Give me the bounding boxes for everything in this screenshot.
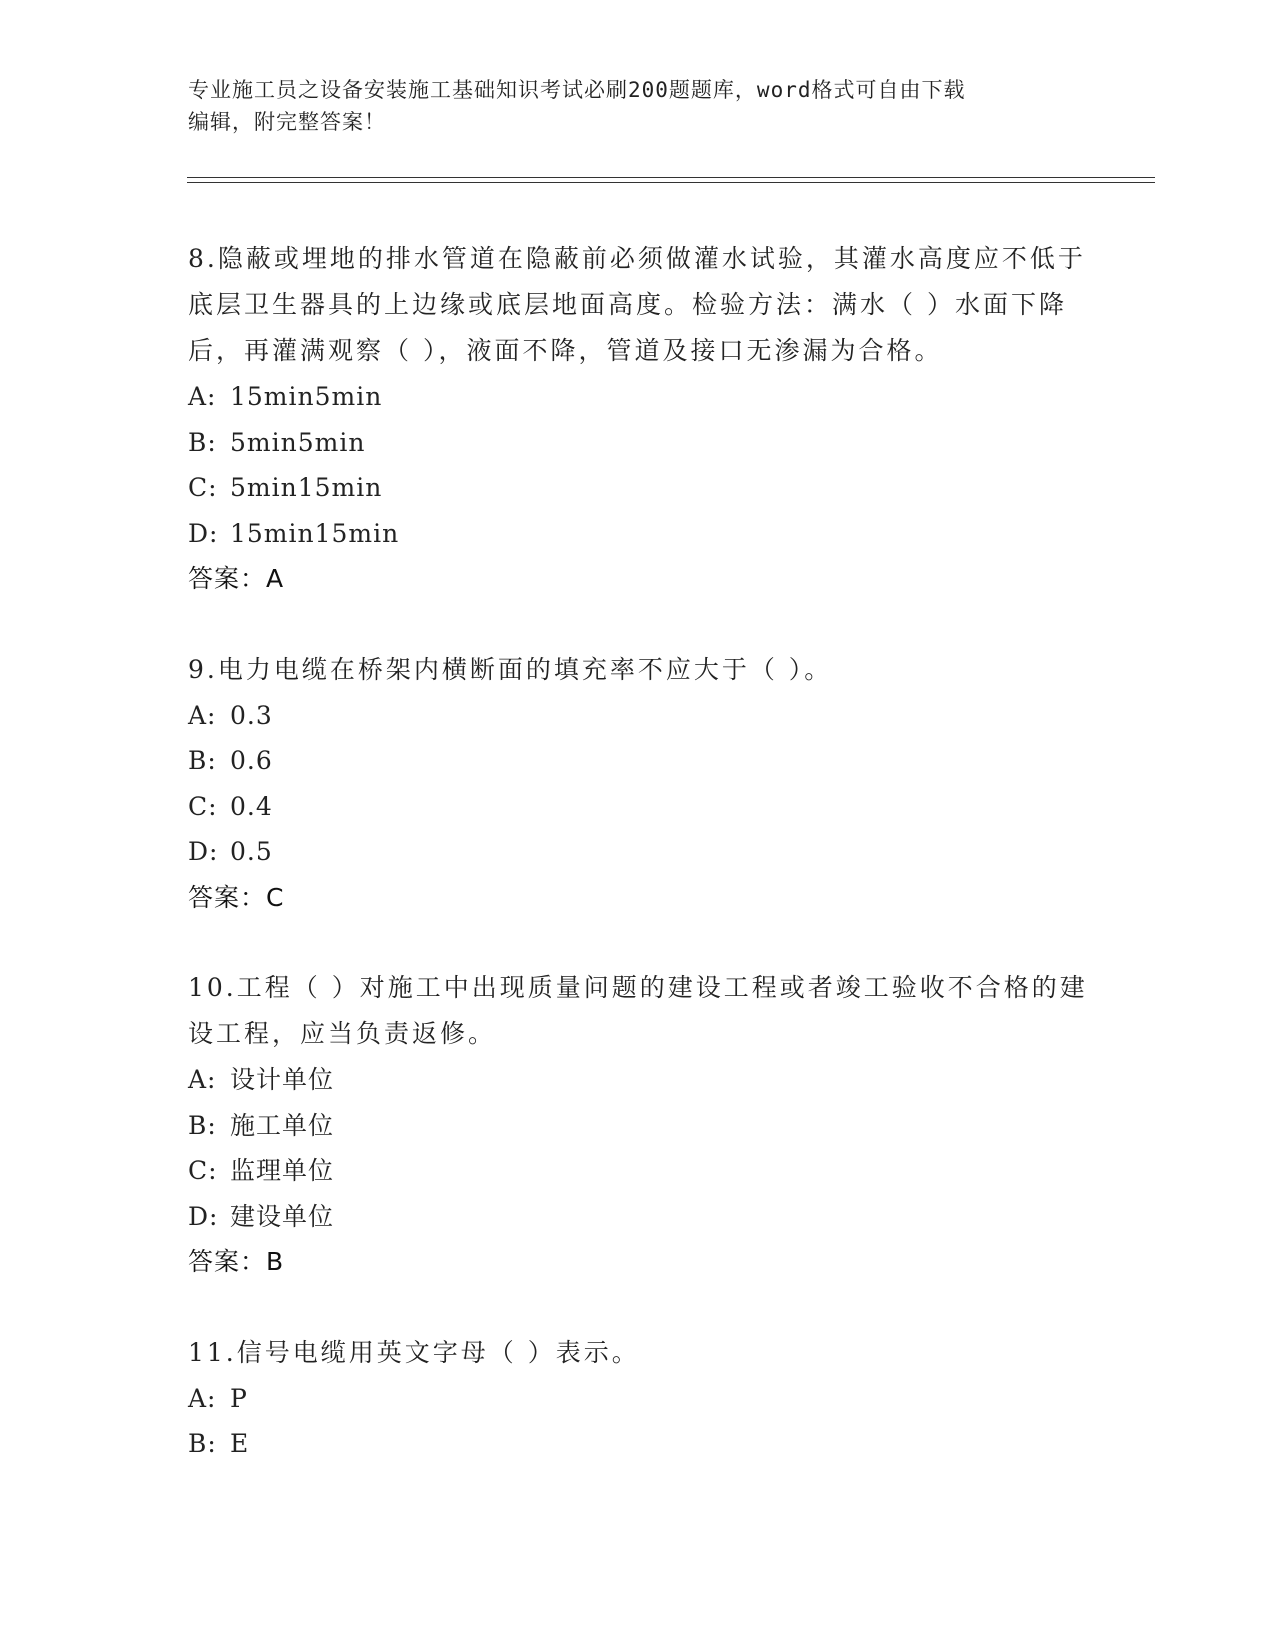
option-letter: D: bbox=[188, 518, 219, 548]
option-text: 监理单位 bbox=[230, 1156, 335, 1185]
option-letter: B: bbox=[188, 1110, 217, 1140]
option-d bbox=[188, 511, 1088, 557]
question-stem: 10.工程（ ）对施工中出现质量问题的建设工程或者竣工验收不合格的建设工程，应当负责返修。 bbox=[188, 973, 1088, 1048]
header-line-1: 专业施工员之设备安装施工基础知识考试必刷200题题库，word格式可自由下载 bbox=[188, 78, 966, 102]
option-text: 15min5min bbox=[230, 382, 383, 411]
header-rule-bottom bbox=[187, 182, 1155, 183]
option-text: 5min15min bbox=[230, 473, 383, 502]
option-letter: A: bbox=[188, 1065, 217, 1094]
question-10 bbox=[188, 965, 1088, 1285]
option-text: 0.4 bbox=[230, 791, 273, 821]
option-letter: A: bbox=[188, 382, 217, 411]
option-text: P bbox=[230, 1383, 248, 1413]
option-d bbox=[188, 1194, 1088, 1240]
option-c bbox=[188, 1148, 1088, 1194]
question-stem: 9.电力电缆在桥架内横断面的填充率不应大于（ ）。 bbox=[188, 654, 833, 684]
question-stem: 8.隐蔽或埋地的排水管道在隐蔽前必须做灌水试验，其灌水高度应不低于底层卫生器具的上边缘或底层地面高度。检验方法：满水（ ）水面下降后，再灌满观察（ ），液面不降，管道及接口无渗漏为合格。 bbox=[188, 244, 1086, 365]
answer-line: 答案：B bbox=[188, 1247, 285, 1276]
option-text: 0.5 bbox=[230, 837, 273, 866]
question-spacer bbox=[188, 920, 1088, 965]
option-letter: C: bbox=[188, 473, 218, 502]
option-text: 15min15min bbox=[230, 518, 400, 548]
option-b bbox=[188, 1421, 1088, 1467]
option-letter: A: bbox=[188, 700, 217, 730]
option-text: E bbox=[230, 1429, 250, 1458]
option-letter: B: bbox=[188, 1429, 217, 1458]
option-text: 施工单位 bbox=[230, 1110, 335, 1140]
option-a bbox=[188, 1376, 1088, 1422]
option-letter: D: bbox=[188, 1201, 219, 1231]
option-text: 设计单位 bbox=[230, 1065, 335, 1094]
answer-line: 答案：A bbox=[188, 564, 285, 593]
option-text: 5min5min bbox=[230, 427, 366, 457]
option-a bbox=[188, 374, 1088, 420]
option-letter: B: bbox=[188, 746, 217, 775]
question-11 bbox=[188, 1330, 1088, 1467]
question-stem: 11.信号电缆用英文字母（ ）表示。 bbox=[188, 1337, 640, 1367]
option-letter: A: bbox=[188, 1383, 217, 1413]
header-rule-top bbox=[187, 177, 1155, 178]
option-d bbox=[188, 829, 1088, 875]
question-9 bbox=[188, 647, 1088, 921]
option-text: 建设单位 bbox=[230, 1201, 335, 1231]
option-letter: C: bbox=[188, 1156, 218, 1185]
option-c bbox=[188, 784, 1088, 830]
question-list bbox=[188, 236, 1088, 1467]
option-a bbox=[188, 693, 1088, 739]
option-text: 0.3 bbox=[230, 700, 273, 730]
option-letter: C: bbox=[188, 791, 218, 821]
option-text: 0.6 bbox=[230, 746, 273, 775]
question-spacer bbox=[188, 602, 1088, 647]
option-b bbox=[188, 738, 1088, 784]
question-8 bbox=[188, 236, 1088, 602]
option-letter: B: bbox=[188, 427, 217, 457]
option-c bbox=[188, 465, 1088, 511]
question-spacer bbox=[188, 1285, 1088, 1330]
option-b bbox=[188, 1103, 1088, 1149]
option-letter: D: bbox=[188, 837, 219, 866]
option-b bbox=[188, 420, 1088, 466]
option-a bbox=[188, 1057, 1088, 1103]
document-header bbox=[188, 74, 1068, 138]
header-line-2: 编辑，附完整答案！ bbox=[188, 110, 386, 134]
answer-line: 答案：C bbox=[188, 882, 285, 912]
